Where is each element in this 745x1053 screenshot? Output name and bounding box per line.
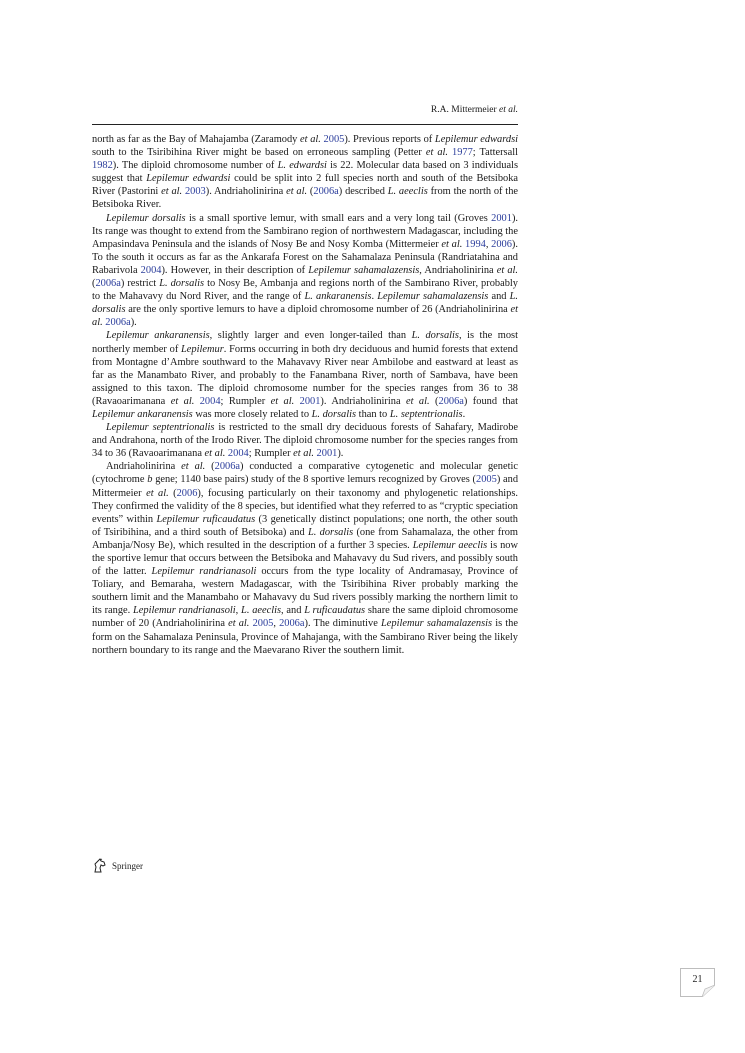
italic-text: Lepilemur dorsalis: [106, 212, 186, 224]
text-run: share the same diploid chromosome number of 20 (Andriaholinirina: [92, 605, 518, 630]
text-run: ).: [337, 448, 344, 460]
citation-link[interactable]: 2004: [140, 264, 162, 276]
text-run: was more closely related to: [192, 408, 312, 420]
publisher-logo: [92, 856, 143, 876]
citation-link[interactable]: 2006: [491, 238, 512, 250]
text-run: ) restrict: [120, 278, 160, 290]
text-run: ) conducted a comparative cytogenetic and molecular genetic (cytochrome: [92, 461, 518, 486]
citation-link[interactable]: 2006a: [105, 317, 131, 329]
text-run: occurs from the type locality of Andramasay, Province of Toliary, and Bemaraha, western Madagascar, with the Tsiribihina River probably marking the southern limit and the Manambaho or Mahavavy du Sud rivers possibly marking the northern limit to its range.: [92, 566, 519, 617]
text-run: , is the most northerly member of: [92, 330, 518, 355]
citation-link[interactable]: 1977: [452, 147, 473, 159]
italic-text: Lepilemur ruficaudatus: [156, 513, 256, 525]
italic-text: Lepilemur ankaranensis: [106, 330, 210, 342]
italic-text: et al.: [92, 304, 518, 329]
citation-link[interactable]: 2006a: [438, 395, 464, 407]
text-run: south to the Tsiribihina River might be based on erroneous sampling (Petter: [92, 147, 426, 159]
italic-text: L. dorsalis: [311, 408, 357, 420]
text-run: ). Andriaholinirina: [320, 395, 406, 407]
italic-text: L. dorsalis: [92, 291, 518, 316]
text-run: ; Rumpler: [220, 395, 271, 407]
text-run: north as far as the Bay of Mahajamba (Zaramody: [92, 134, 301, 145]
text-run: .: [371, 291, 378, 303]
citation-link[interactable]: 2001: [491, 212, 512, 224]
text-run: ). The diminutive: [304, 618, 381, 630]
text-run: ). Previous reports of: [344, 134, 435, 145]
text-run: than to: [356, 408, 390, 420]
italic-text: L. dorsalis: [307, 526, 354, 538]
italic-text: et al.: [170, 395, 195, 407]
text-run: (: [205, 461, 215, 473]
italic-text: L. aeeclis: [387, 186, 428, 198]
italic-text: et al.: [181, 461, 206, 473]
springer-horse-icon: [92, 858, 108, 874]
italic-text: L ruficaudatus: [304, 605, 366, 617]
text-run: ; Rumpler: [248, 448, 294, 460]
text-run: could be split into 2 full species north and south of the Betsiboka River (Pastorini: [92, 173, 519, 198]
text-run: from the north of the Betsiboka River.: [92, 186, 519, 211]
citation-link[interactable]: 1994: [465, 238, 486, 250]
paragraph: [92, 133, 518, 212]
text-run: Andriaholinirina: [106, 461, 182, 473]
citation-link[interactable]: 2004: [227, 448, 249, 460]
text-run: ). To the south it occurs as far as the Ankarafa Forest on the Sahamalaza Peninsula (Randriatahina and Rabarivola: [92, 238, 518, 276]
header-authors: R.A. Mittermeier: [430, 105, 497, 115]
italic-text: Lepilemur aeeclis: [412, 539, 488, 551]
paragraph: [92, 329, 518, 421]
text-run: gene; 1140 base pairs) study of the 8 sportive lemurs recognized by Groves (: [152, 474, 477, 486]
citation-link[interactable]: 2001: [316, 448, 338, 460]
italic-text: et al.: [300, 134, 321, 145]
italic-text: et al.: [204, 448, 226, 460]
italic-text: et al.: [496, 264, 518, 276]
text-run: ,: [485, 238, 492, 250]
paragraph: [92, 212, 518, 330]
italic-text: et al.: [293, 448, 314, 460]
citation-link[interactable]: 2001: [299, 395, 321, 407]
text-run: is now the sportive lemur that occurs between the Betsiboka and Mahavavy du Sud rivers, and possibly south of the latter.: [92, 539, 518, 578]
italic-text: et al.: [441, 238, 463, 250]
italic-text: Lepilemur sahamalazensis: [380, 618, 493, 630]
citation-link[interactable]: 2006a: [95, 278, 121, 290]
italic-text: L. septentrionalis: [389, 408, 463, 420]
paragraph: [92, 421, 518, 460]
text-run: and: [488, 291, 510, 303]
text-run: (: [168, 487, 177, 499]
citation-link[interactable]: 2006a: [313, 186, 339, 198]
italic-text: b: [147, 474, 153, 486]
italic-text: et al.: [270, 395, 295, 407]
text-run: , and: [281, 605, 305, 617]
page-curl-icon: [702, 985, 715, 997]
text-run: (: [429, 395, 439, 407]
citation-link[interactable]: 2005: [323, 134, 345, 145]
italic-text: et al.: [406, 395, 430, 407]
citation-link[interactable]: 2006: [176, 487, 198, 499]
text-run: .: [462, 408, 466, 420]
text-run: (: [92, 278, 96, 290]
text-run: ). Its range was thought to extend from the Sambirano region of northwestern Madagascar, including the Ampasindava Peninsula and the islands of Nosy Be and Nosy Komba (Mittermeier: [92, 212, 518, 250]
italic-text: et al.: [228, 618, 250, 630]
citation-link[interactable]: 2006a: [279, 618, 305, 630]
citation-link[interactable]: 2005: [476, 474, 497, 486]
italic-text: L. dorsalis: [411, 330, 459, 342]
text-run: is a small sportive lemur, with small ears and a very long tail (Groves: [185, 212, 492, 224]
text-run: . Forms occurring in both dry deciduous and humid forests that extend from Montagne d’Ambre southward to the Mahavavy River near Ambilobe and eastward at least as far as the Manambato River, and probably to the Fanambana River, north of Sambava, have been assigned to this taxon. The diploid chromosome number for the species ranges from 36 to 38 (Ravaoarimanana: [92, 343, 518, 407]
italic-text: Lepilemur ankaranensis: [92, 408, 193, 420]
body-text: [92, 133, 518, 657]
citation-link[interactable]: 2004: [199, 395, 221, 407]
text-run: ). Andriaholinirina: [205, 186, 287, 198]
text-run: ,: [273, 618, 280, 630]
italic-text: Lepilemur sahamalazensis: [308, 264, 420, 276]
text-run: ), focusing particularly on their taxonomy and phylogenetic relationships. They confirmed the validity of the 8 species, but identified what they referred to as “cryptic speciation events” within: [92, 487, 518, 525]
text-run: ).: [130, 317, 137, 329]
text-run: (one from Sahamalaza, the other from Ambanja/Nosy Be), which resulted in the description of a further 3 species.: [92, 526, 519, 551]
text-run: ) found that: [463, 395, 519, 407]
italic-text: Lepilemur sahamalazensis: [377, 291, 489, 303]
text-run: ; Tattersall: [472, 147, 518, 159]
running-header: [92, 103, 518, 125]
citation-link[interactable]: 2006a: [214, 461, 241, 473]
text-run: is the form on the Sahamalaza Peninsula, Province of Mahajanga, with the Sambirano River being the likely northern boundary to its range and the Maevarano River the southern limit.: [92, 618, 518, 656]
paragraph: [92, 460, 518, 656]
citation-link[interactable]: 2003: [184, 186, 206, 198]
text-run: (3 genetically distinct populations; one north, the other south of Tsiribihina, and a third south of Betsiboka) and: [92, 513, 518, 538]
italic-text: Lepilemur randrianasoli: [133, 605, 236, 617]
text-run: (: [307, 186, 314, 198]
text-run: to Nosy Be, Ambanja and regions north of the Sambirano River, probably to the Mahavavy du Nord River, and the range of: [92, 278, 518, 303]
header-etal: et al.: [499, 105, 518, 115]
italic-text: et al.: [425, 147, 448, 159]
italic-text: et al.: [146, 487, 169, 499]
italic-text: et al.: [286, 186, 308, 198]
italic-text: L. edwardsi: [277, 160, 327, 172]
text-run: , slightly larger and even longer-tailed than: [209, 330, 412, 342]
text-run: is restricted to the small dry deciduous forests of Sahafary, Madirobe and Andrahona, north of the Irodo River. The diploid chromosome number for the species ranges from 34 to 36 (Ravaoarimanana: [92, 422, 519, 460]
italic-text: Lepilemur: [181, 343, 224, 355]
page-number: 21: [680, 968, 715, 997]
italic-text: L. aeeclis: [241, 605, 282, 617]
citation-link[interactable]: 1982: [92, 160, 113, 172]
text-run: , Andriaholinirina: [419, 264, 497, 276]
italic-text: L. ankaranensis: [304, 291, 372, 303]
italic-text: Lepilemur septentrionalis: [106, 422, 215, 434]
italic-text: Lepilemur edwardsi: [434, 134, 519, 145]
text-run: are the only sportive lemurs to have a diploid chromosome number of 26 (Andriaholinirina: [125, 304, 511, 316]
text-run: ). However, in their description of: [161, 264, 309, 276]
italic-text: et al.: [161, 186, 183, 198]
text-run: ). The diploid chromosome number of: [112, 160, 278, 172]
italic-text: Lepilemur edwardsi: [146, 173, 231, 185]
italic-text: L. dorsalis: [159, 278, 205, 290]
text-run: is 22. Molecular data based on 3 individuals suggest that: [92, 160, 518, 185]
text-run: ,: [235, 605, 242, 617]
citation-link[interactable]: 2005: [252, 618, 274, 630]
publisher-name: Springer: [112, 861, 143, 871]
text-run: ) and Mittermeier: [92, 474, 519, 499]
text-run: ) described: [338, 186, 388, 198]
italic-text: Lepilemur randrianasoli: [151, 566, 257, 578]
